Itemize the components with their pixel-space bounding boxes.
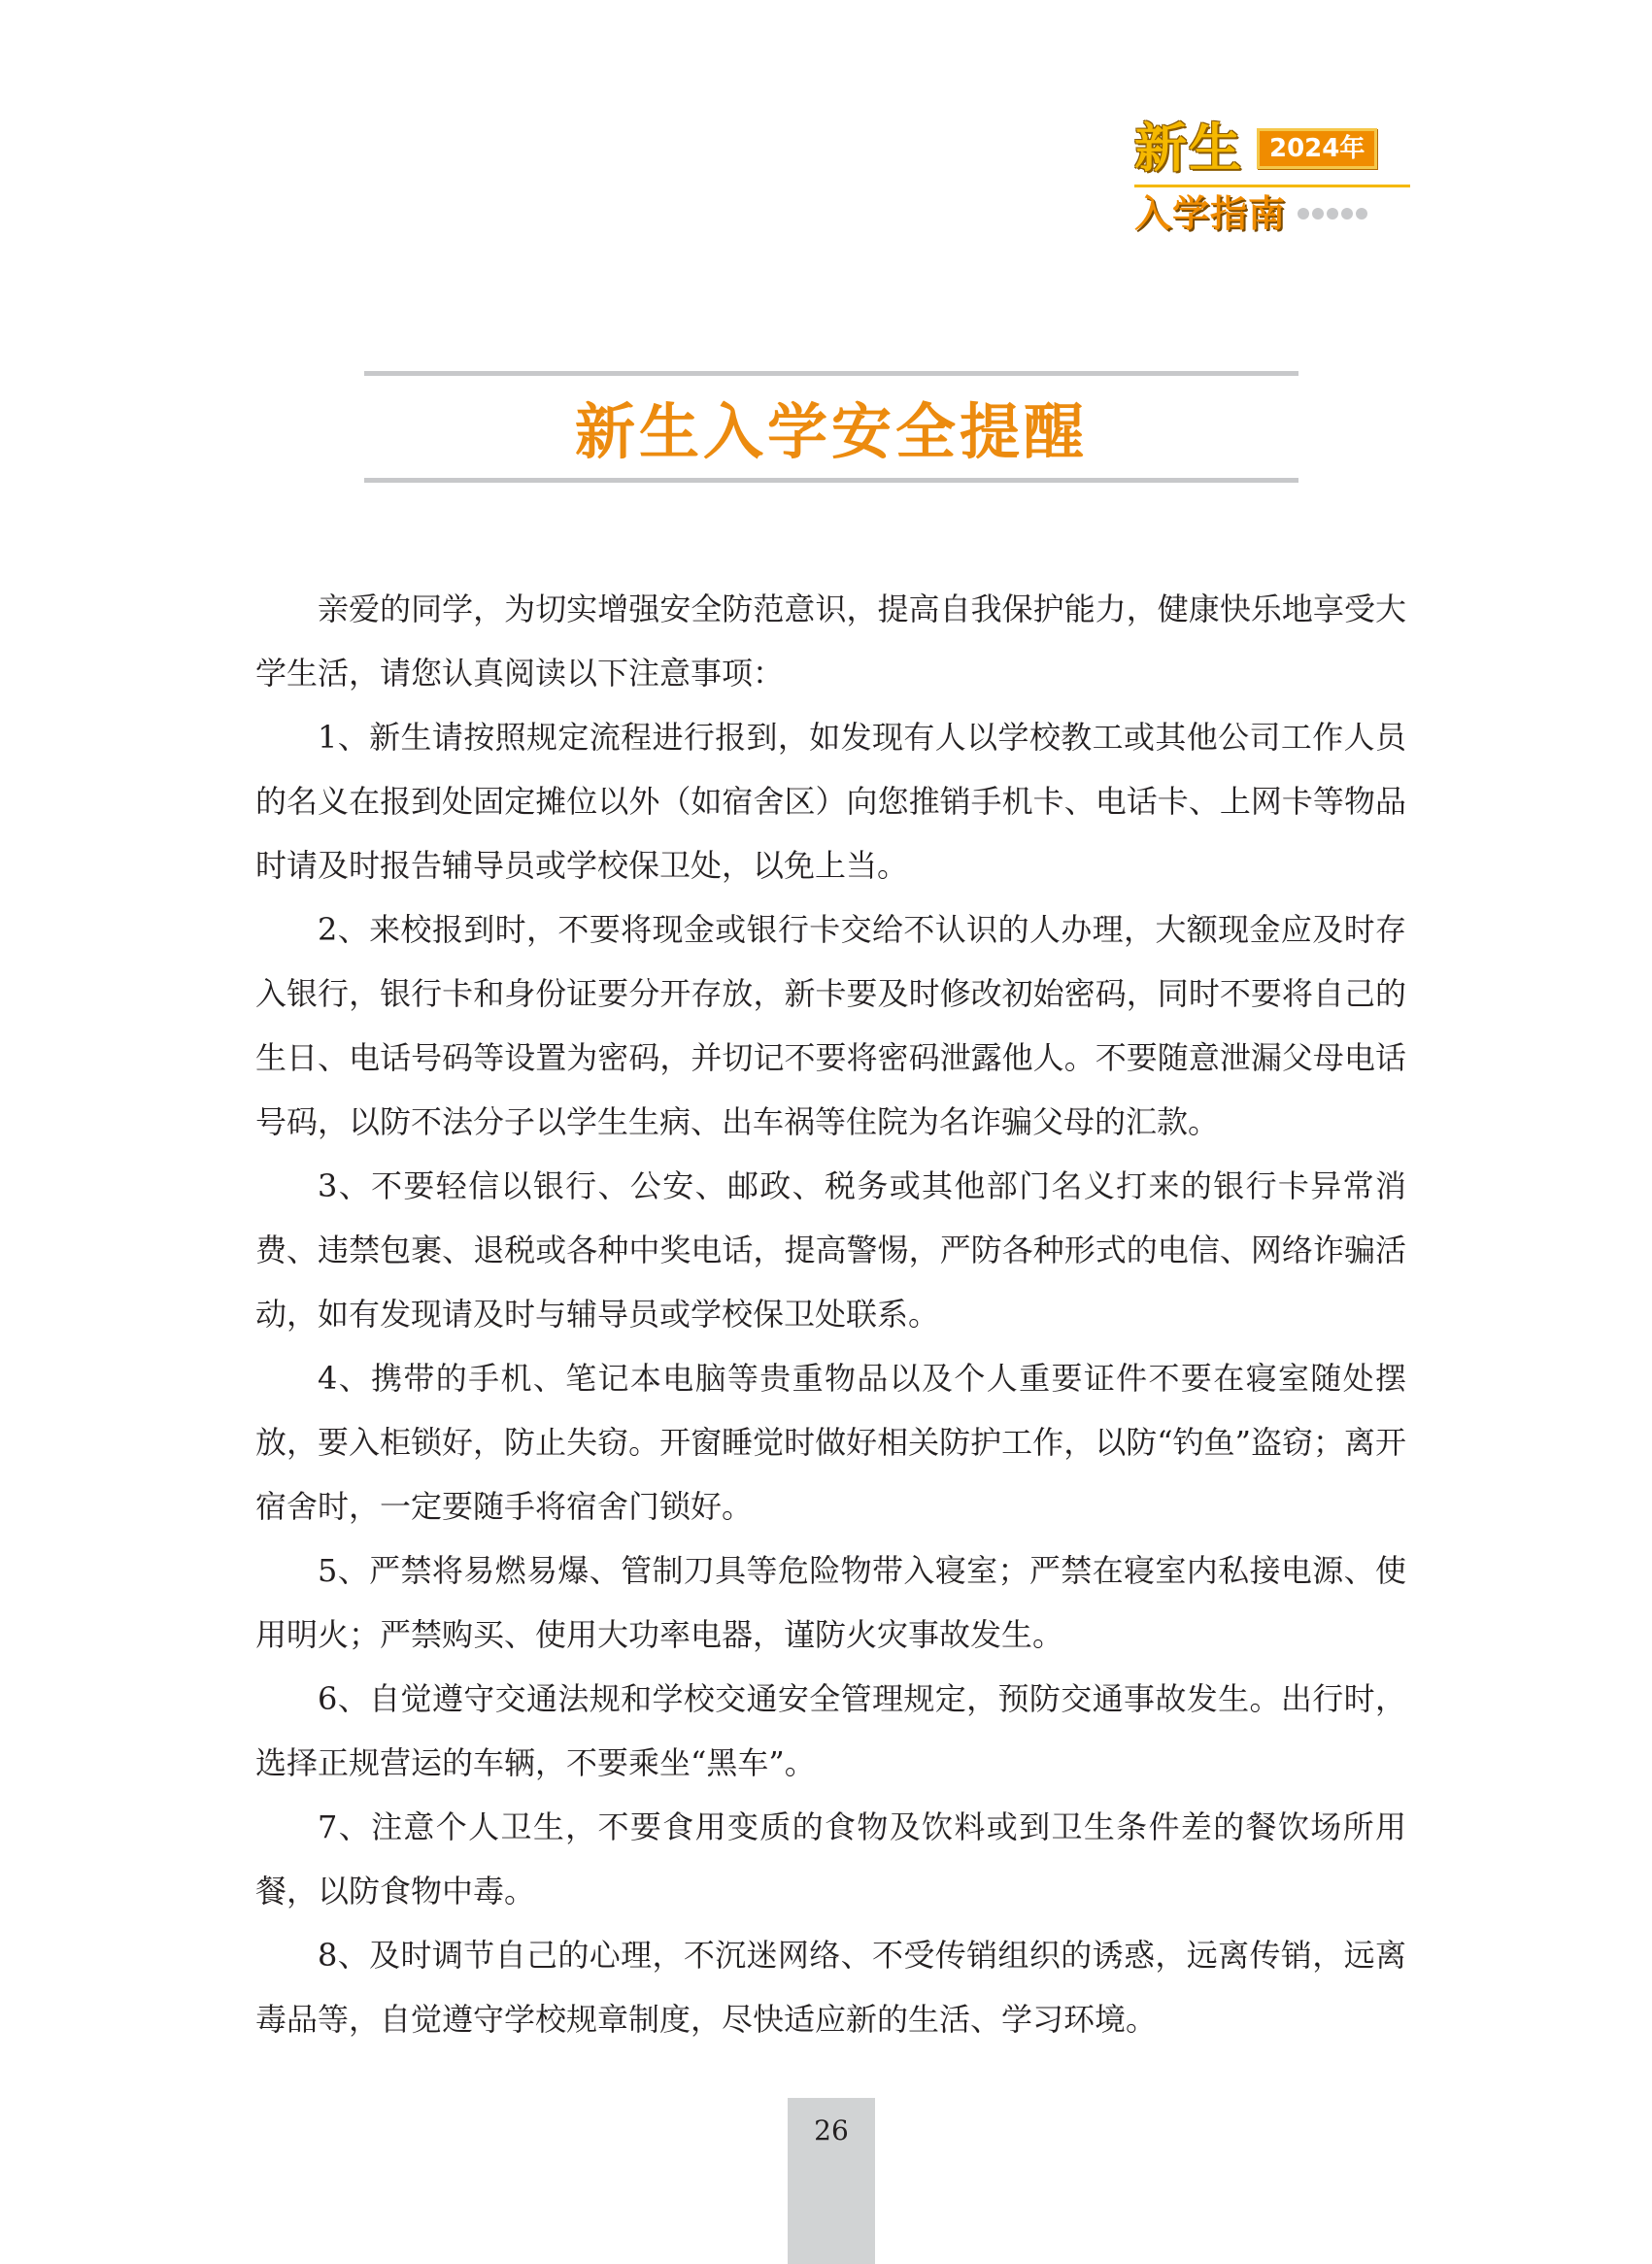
item-paragraph-1: 1、新生请按照规定流程进行报到，如发现有人以学校教工或其他公司工作人员的名义在报到处固定摊位以外（如宿舍区）向您推销手机卡、电话卡、上网卡等物品时请及时报告辅导员或学校保卫处，以免上当。 (255, 719, 1406, 884)
item-paragraph-6: 6、自觉遵守交通法规和学校交通安全管理规定，预防交通事故发生。出行时，选择正规营运的车辆，不要乘坐“黑车”。 (255, 1680, 1406, 1781)
item-paragraph-7: 7、注意个人卫生，不要食用变质的食物及饮料或到卫生条件差的餐饮场所用餐，以防食物中毒。 (255, 1808, 1406, 1909)
page-number-tab (788, 2098, 875, 2264)
item-paragraph-2: 2、来校报到时，不要将现金或银行卡交给不认识的人办理，大额现金应及时存入银行，银行卡和身份证要分开存放，新卡要及时修改初始密码，同时不要将自己的生日、电话号码等设置为密码，并切记不要将密码泄露他人。不要随意泄漏父母电话号码，以防不法分子以学生生病、出车祸等住院为名诈骗父母的汇款。 (255, 911, 1406, 1140)
logo-bottom-row (1134, 190, 1367, 237)
logo-divider (1134, 185, 1410, 187)
logo-top-row (1134, 118, 1377, 179)
title-rule-top (364, 371, 1298, 376)
item-paragraph-3: 3、不要轻信以银行、公安、邮政、税务或其他部门名义打来的银行卡异常消费、违禁包裹、退税或各种中奖电话，提高警惕，严防各种形式的电信、网络诈骗活动，如有发现请及时与辅导员或学校保卫处联系。 (255, 1167, 1406, 1333)
double-chevron-right-icon (1298, 208, 1367, 220)
logo-guide-text: 入学指南 (1134, 192, 1287, 235)
page-number: 26 (814, 2114, 849, 2146)
guide-logo (1127, 109, 1418, 235)
item-paragraph-4: 4、携带的手机、笔记本电脑等贵重物品以及个人重要证件不要在寝室随处摆放，要入柜锁好，防止失窃。开窗睡觉时做好相关防护工作，以防“钓鱼”盗窃；离开宿舍时，一定要随手将宿舍门锁好。 (255, 1360, 1406, 1525)
reminder-content (255, 577, 1406, 2051)
page-title: 新生入学安全提醒 (574, 396, 1088, 467)
logo-year-badge: 2024年 (1257, 128, 1377, 169)
item-paragraph-8: 8、及时调节自己的心理，不沉迷网络、不受传销组织的诱惑，远离传销，远离毒品等，自觉遵守学校规章制度，尽快适应新的生活、学习环境。 (255, 1937, 1406, 2038)
logo-xinsheng-text: 新生 (1134, 118, 1243, 179)
title-rule-bottom (364, 478, 1298, 483)
intro-paragraph: 亲爱的同学，为切实增强安全防范意识，提高自我保护能力，健康快乐地享受大学生活，请您认真阅读以下注意事项： (255, 591, 1406, 692)
item-paragraph-5: 5、严禁将易燃易爆、管制刀具等危险物带入寝室；严禁在寝室内私接电源、使用明火；严禁购买、使用大功率电器，谨防火灾事故发生。 (255, 1552, 1406, 1653)
